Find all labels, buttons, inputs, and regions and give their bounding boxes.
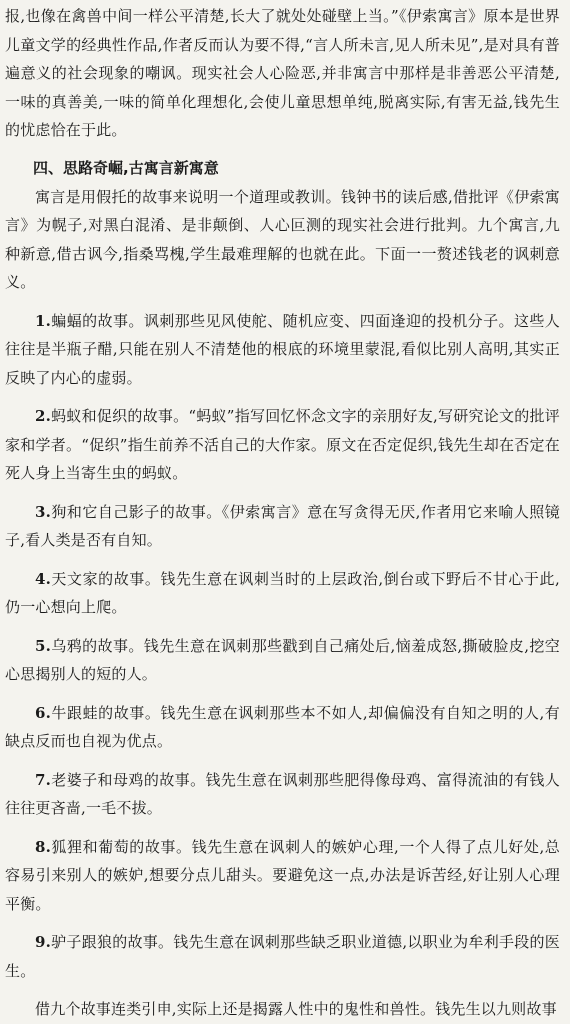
story-text: 蝙蝠的故事。讽刺那些见风使舵、随机应变、四面逢迎的投机分子。这些人往往是半瓶子醋,只能在别人不清楚他的根底的环境里蒙混,看似比别人高明,其实正反映了内心的虚弱。	[5, 311, 560, 387]
story-number: 5.	[35, 636, 52, 655]
story-number: 3.	[35, 502, 52, 521]
story-text: 老婆子和母鸡的故事。钱先生意在讽刺那些肥得像母鸡、富得流油的有钱人往往更吝啬,一毛不拔。	[5, 770, 560, 817]
story-number: 4.	[35, 569, 52, 588]
section-intro-paragraph: 寓言是用假托的故事来说明一个道理或教训。钱钟书的读后感,借批评《伊索寓言》为幌子,对黑白混淆、是非颠倒、人心叵测的现实社会进行批判。九个寓言,九种新意,借古讽今,指桑骂槐,学生最难理解的也就在此。下面一一赘述钱老的讽刺意义。	[5, 187, 560, 291]
story-paragraph-8	[5, 833, 560, 919]
story-paragraph-9	[5, 928, 560, 985]
story-paragraph-2	[5, 402, 560, 488]
story-text: 乌鸦的故事。钱先生意在讽刺那些戳到自己痛处后,恼羞成怒,撕破脸皮,挖空心思揭别人的短的人。	[5, 636, 560, 683]
story-number: 9.	[35, 933, 52, 951]
story-paragraph-1	[5, 307, 560, 393]
story-text: 狐狸和葡萄的故事。钱先生意在讽刺人的嫉妒心理,一个人得了点儿好处,总容易引来别人的嫉妒,想要分点儿甜头。要避免这一点,办法是诉苦经,好让别人心理平衡。	[5, 837, 560, 913]
story-number: 1.	[35, 311, 52, 330]
closing-paragraph: 借九个故事连类引申,实际上还是揭露人性中的鬼性和兽性。钱先生以九则故事	[35, 1000, 557, 1018]
story-paragraph-5	[5, 632, 560, 689]
story-paragraph-6	[5, 699, 560, 756]
story-paragraph-4	[5, 565, 560, 622]
story-text: 驴子跟狼的故事。钱先生意在讽刺那些缺乏职业道德,以职业为牟利手段的医生。	[5, 933, 560, 980]
story-paragraph-7	[5, 766, 560, 823]
story-number: 6.	[35, 703, 52, 722]
story-number: 8.	[35, 837, 52, 856]
story-number: 7.	[35, 770, 52, 789]
story-text: 狗和它自己影子的故事。《伊索寓言》意在写贪得无厌,作者用它来喻人照镜子,看人类是否有自知。	[5, 502, 560, 549]
story-text: 天文家的故事。钱先生意在讽刺当时的上层政治,倒台或下野后不甘心于此,仍一心想向上爬。	[5, 569, 560, 616]
story-paragraph-3	[5, 498, 560, 555]
story-text: 牛跟蛙的故事。钱先生意在讽刺那些本不如人,却偏偏没有自知之明的人,有缺点反而也自视为优点。	[5, 703, 560, 750]
story-text: 蚂蚁和促织的故事。“蚂蚁”指写回忆怀念文字的亲朋好友,写研究论文的批评家和学者。“促织”指生前养不活自己的大作家。原文在否定促织,钱先生却在否定在死人身上当寄生虫的蚂蚁。	[5, 407, 560, 482]
section-heading: 四、思路奇崛,古寓言新寓意	[33, 158, 219, 177]
story-number: 2.	[35, 407, 52, 425]
intro-paragraph: 报,也像在禽兽中间一样公平清楚,长大了就处处碰壁上当。”《伊索寓言》原本是世界儿童文学的经典性作品,作者反而认为要不得,“言人所未言,见人所未见”,是对具有普遍意义的社会现象的嘲讽。现实社会人心险恶,并非寓言中那样是非善恶公平清楚,一味的真善美,一味的简单化理想化,会使儿童思想单纯,脱离实际,有害无益,钱先生的忧虑恰在于此。	[5, 7, 560, 139]
